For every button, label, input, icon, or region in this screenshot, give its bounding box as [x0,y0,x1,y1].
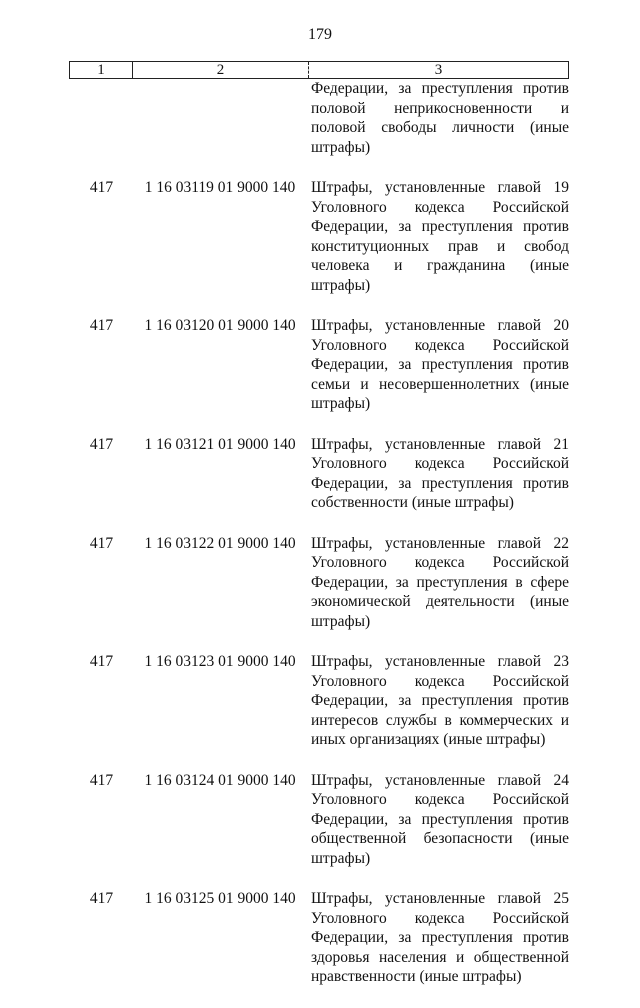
table-row [69,889,569,987]
table-row [69,435,569,513]
row-admin-code: 417 [89,534,114,552]
description-line: Федерации, за преступления против [311,218,569,235]
row-description [311,79,569,157]
row-admin-code: 417 [89,771,114,789]
description-line: Федерации, за преступления против [311,80,569,97]
row-description [311,534,569,632]
description-line: семьи и несовершеннолетних (иные [311,375,569,393]
description-line: собственности (иные штрафы) [311,494,514,511]
description-line: Уголовного кодекса Российской [311,672,569,690]
description-line: Федерации, за преступления против [311,692,569,709]
row-description [311,771,569,869]
row-budget-code: 1 16 03125 01 9000 140 [144,890,296,907]
description-line: Федерации, за преступления в сфере [311,573,569,591]
row-description [311,178,569,295]
row-budget-code: 1 16 03120 01 9000 140 [144,317,296,334]
description-line: Штрафы, установленные главой 20 [311,317,569,334]
row-budget-code: 1 16 03123 01 9000 140 [144,653,296,670]
description-line: штрафы) [311,849,371,867]
header-col-3: 3 [434,62,443,78]
description-line: Федерации, за преступления против [311,356,569,373]
description-line: Уголовного кодекса Российской [311,455,569,472]
description-line: Уголовного кодекса Российской [311,336,569,354]
table-row [69,178,569,295]
row-admin-code: 417 [89,317,114,334]
row-admin-code: 417 [89,653,114,670]
row-budget-code: 1 16 03119 01 9000 140 [144,179,296,196]
row-budget-code: 1 16 03121 01 9000 140 [144,435,296,453]
row-budget-code: 1 16 03122 01 9000 140 [144,534,296,552]
description-line: здоровья населения и общественной [311,948,569,966]
row-admin-code [69,79,132,157]
description-line: Штрафы, установленные главой 22 [311,534,569,552]
description-line: Уголовного кодекса Российской [311,554,569,571]
description-line: Федерации, за преступления против [311,810,569,828]
row-budget-code: 1 16 03124 01 9000 140 [144,771,296,789]
table-body [69,79,569,1008]
page-number: 179 [308,26,332,43]
description-line: Штрафы, установленные главой 19 [311,179,569,196]
description-line: Уголовного кодекса Российской [311,198,569,216]
row-admin-code: 417 [89,890,114,907]
description-line: интересов службы в коммерческих и [311,711,569,729]
description-line: человека и гражданина (иные штрафы) [311,257,569,294]
header-col-1: 1 [70,62,133,78]
table-row [69,534,569,632]
row-admin-code: 417 [89,435,114,453]
row-description [311,435,569,513]
table-header [69,61,569,79]
table-row [69,316,569,414]
description-line: штрафы) [311,138,371,156]
description-line: Уголовного кодекса Российской [311,791,569,808]
table-row [69,771,569,869]
description-line: штрафы) [311,395,371,412]
row-admin-code: 417 [89,179,114,196]
description-line: штрафы) [311,612,371,630]
description-line: общественной безопасности (иные [311,830,569,847]
description-line: Федерации, за преступления против [311,474,569,492]
row-description [311,889,569,987]
description-line: Штрафы, установленные главой 21 [311,435,569,453]
continuation-row [69,79,569,157]
description-line: экономической деятельности (иные [311,593,569,610]
table-row [69,652,569,750]
description-line: Штрафы, установленные главой 24 [311,771,569,789]
row-budget-code [132,79,308,157]
header-col-2: 2 [133,62,309,78]
row-description [311,652,569,750]
description-line: конституционных прав и свобод [311,237,569,255]
description-line: иных организациях (иные штрафы) [311,731,546,748]
description-line: Уголовного кодекса Российской [311,909,569,927]
description-line: половой неприкосновенности и [311,99,569,117]
row-description [311,316,569,414]
description-line: нравственности (иные штрафы) [311,968,522,985]
description-line: половой свободы личности (иные [311,119,569,136]
description-line: Штрафы, установленные главой 25 [311,890,569,907]
description-line: Федерации, за преступления против [311,929,569,946]
description-line: Штрафы, установленные главой 23 [311,653,569,670]
